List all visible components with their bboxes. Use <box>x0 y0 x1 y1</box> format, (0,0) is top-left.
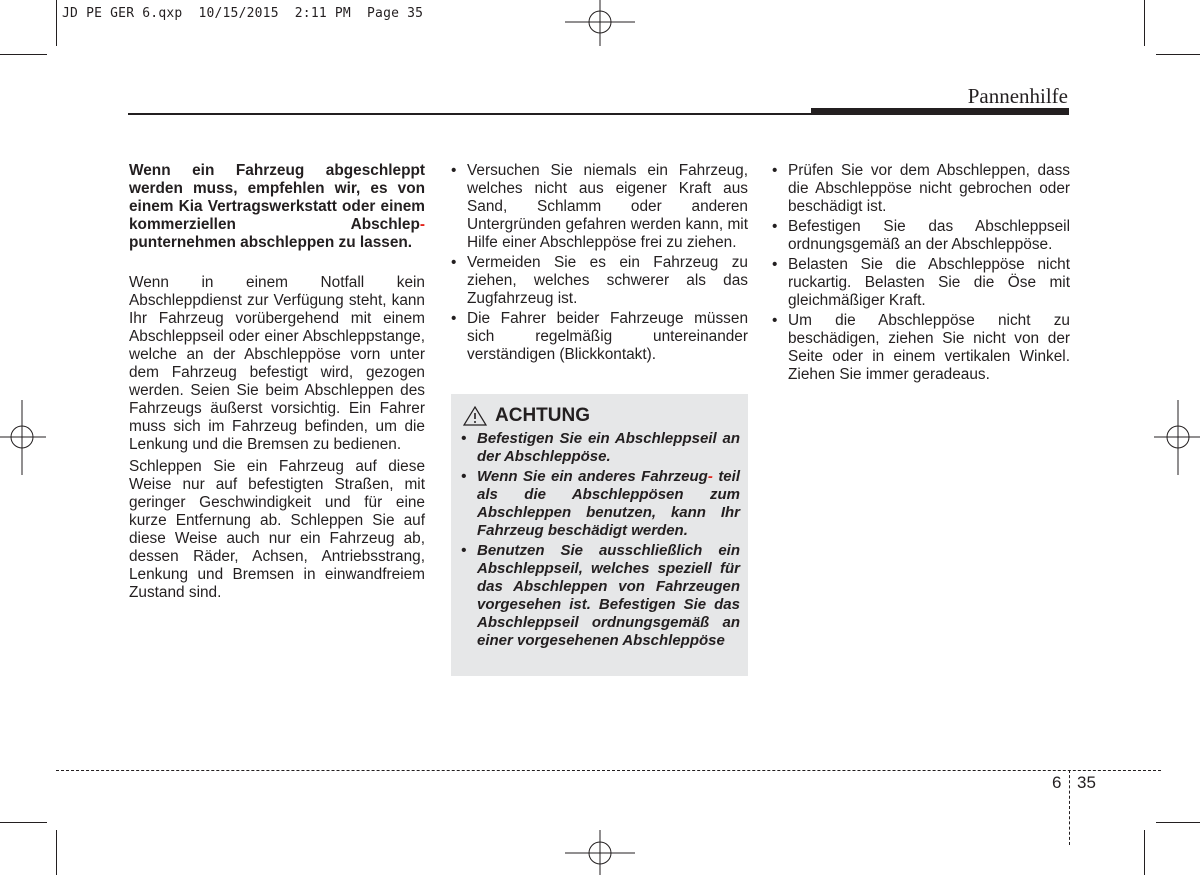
list-item: • Um die Abschleppöse nicht zu beschädigen, ziehen Sie nicht von der Seite oder in einem vertikalen Winkel. Ziehen Sie immer geradeaus. <box>772 312 1070 383</box>
towing-conditions-paragraph: Schleppen Sie ein Fahrzeug auf diese Weise nur auf befestigten Straßen, mit geringer Geschwindigkeit und für eine kurze Entfernung ab. Schleppen Sie auf diese Weise auch nur ein Fahrzeug ab, dessen Räder, Achsen, Antriebsstrang, Lenkung und Bremsen in einwandfreiem Zustand sind. <box>129 458 425 601</box>
column-left <box>129 162 425 602</box>
registration-mark-left-icon <box>0 400 48 475</box>
list-item: • Die Fahrer beider Fahrzeuge müssen sich regelmäßig untereinander verständigen (Blickkontakt). <box>451 310 748 363</box>
list-item: • Versuchen Sie niemals ein Fahrzeug, welches nicht aus eigener Kraft aus Sand, Schlamm oder anderen Untergründen gefahren werden kann, mit Hilfe einer Abschleppöse frei zu ziehen. <box>451 162 748 251</box>
section-title: Pannenhilfe <box>967 84 1068 108</box>
page-number: 35 <box>1077 773 1096 792</box>
chapter-number: 6 <box>1052 773 1062 792</box>
warning-item: • Befestigen Sie ein Abschleppseil an der Abschleppöse. <box>461 430 740 465</box>
column-middle <box>451 162 748 366</box>
column-right <box>772 162 1070 386</box>
footer-rule <box>56 770 1161 771</box>
list-item: • Vermeiden Sie es ein Fahrzeug zu ziehen, welches schwerer als das Zugfahrzeug ist. <box>451 254 748 307</box>
registration-mark-bottom-icon <box>565 828 635 875</box>
warning-item: • Wenn Sie ein anderes Fahrzeug- teil als die Abschleppösen zum Abschleppen benutzen, kann Ihr Fahrzeug beschädigt werden. <box>461 468 740 539</box>
emergency-towing-paragraph: Wenn in einem Notfall kein Abschleppdienst zur Verfügung steht, kann Ihr Fahrzeug vorübergehend mit einem Abschleppseil oder einer Abschleppstange, welche an der Abschleppöse vorn unter dem Fahrzeug befestigt wird, gezogen werden. Seien Sie beim Abschleppen des Fahrzeugs äußerst vorsichtig. Ein Fahrer muss sich im Fahrzeug befinden, um die Lenkung und die Bremsen zu bedienen. <box>129 274 425 453</box>
warning-triangle-icon <box>463 406 487 426</box>
intro-bold-paragraph: Wenn ein Fahrzeug abgeschleppt werden muss, empfehlen wir, es von einem Kia Vertragswerkstatt oder einem kommerziellen Abschlep- punternehmen abschleppen zu lassen. <box>129 162 425 251</box>
registration-mark-right-icon <box>1152 400 1200 475</box>
print-slug: JD PE GER 6.qxp 10/15/2015 2:11 PM Page 35 <box>62 6 424 21</box>
warning-title: ACHTUNG <box>495 405 590 426</box>
warning-box <box>451 394 748 676</box>
header-rule-accent <box>811 108 1069 115</box>
footer-divider <box>1069 770 1070 845</box>
registration-mark-top-icon <box>565 0 635 50</box>
list-item: • Belasten Sie die Abschleppöse nicht ruckartig. Belasten Sie die Öse mit gleichmäßiger Kraft. <box>772 256 1070 309</box>
list-item: • Prüfen Sie vor dem Abschleppen, dass die Abschleppöse nicht gebrochen oder beschädigt ist. <box>772 162 1070 215</box>
list-item: • Befestigen Sie das Abschleppseil ordnungsgemäß an der Abschleppöse. <box>772 218 1070 253</box>
warning-item: • Benutzen Sie ausschließlich ein Abschleppseil, welches speziell für das Abschleppen von Fahrzeugen vorgesehen ist. Befestigen Sie das Abschleppseil ordnungsgemäß an einer vorgesehenen Abschleppöse <box>461 542 740 649</box>
